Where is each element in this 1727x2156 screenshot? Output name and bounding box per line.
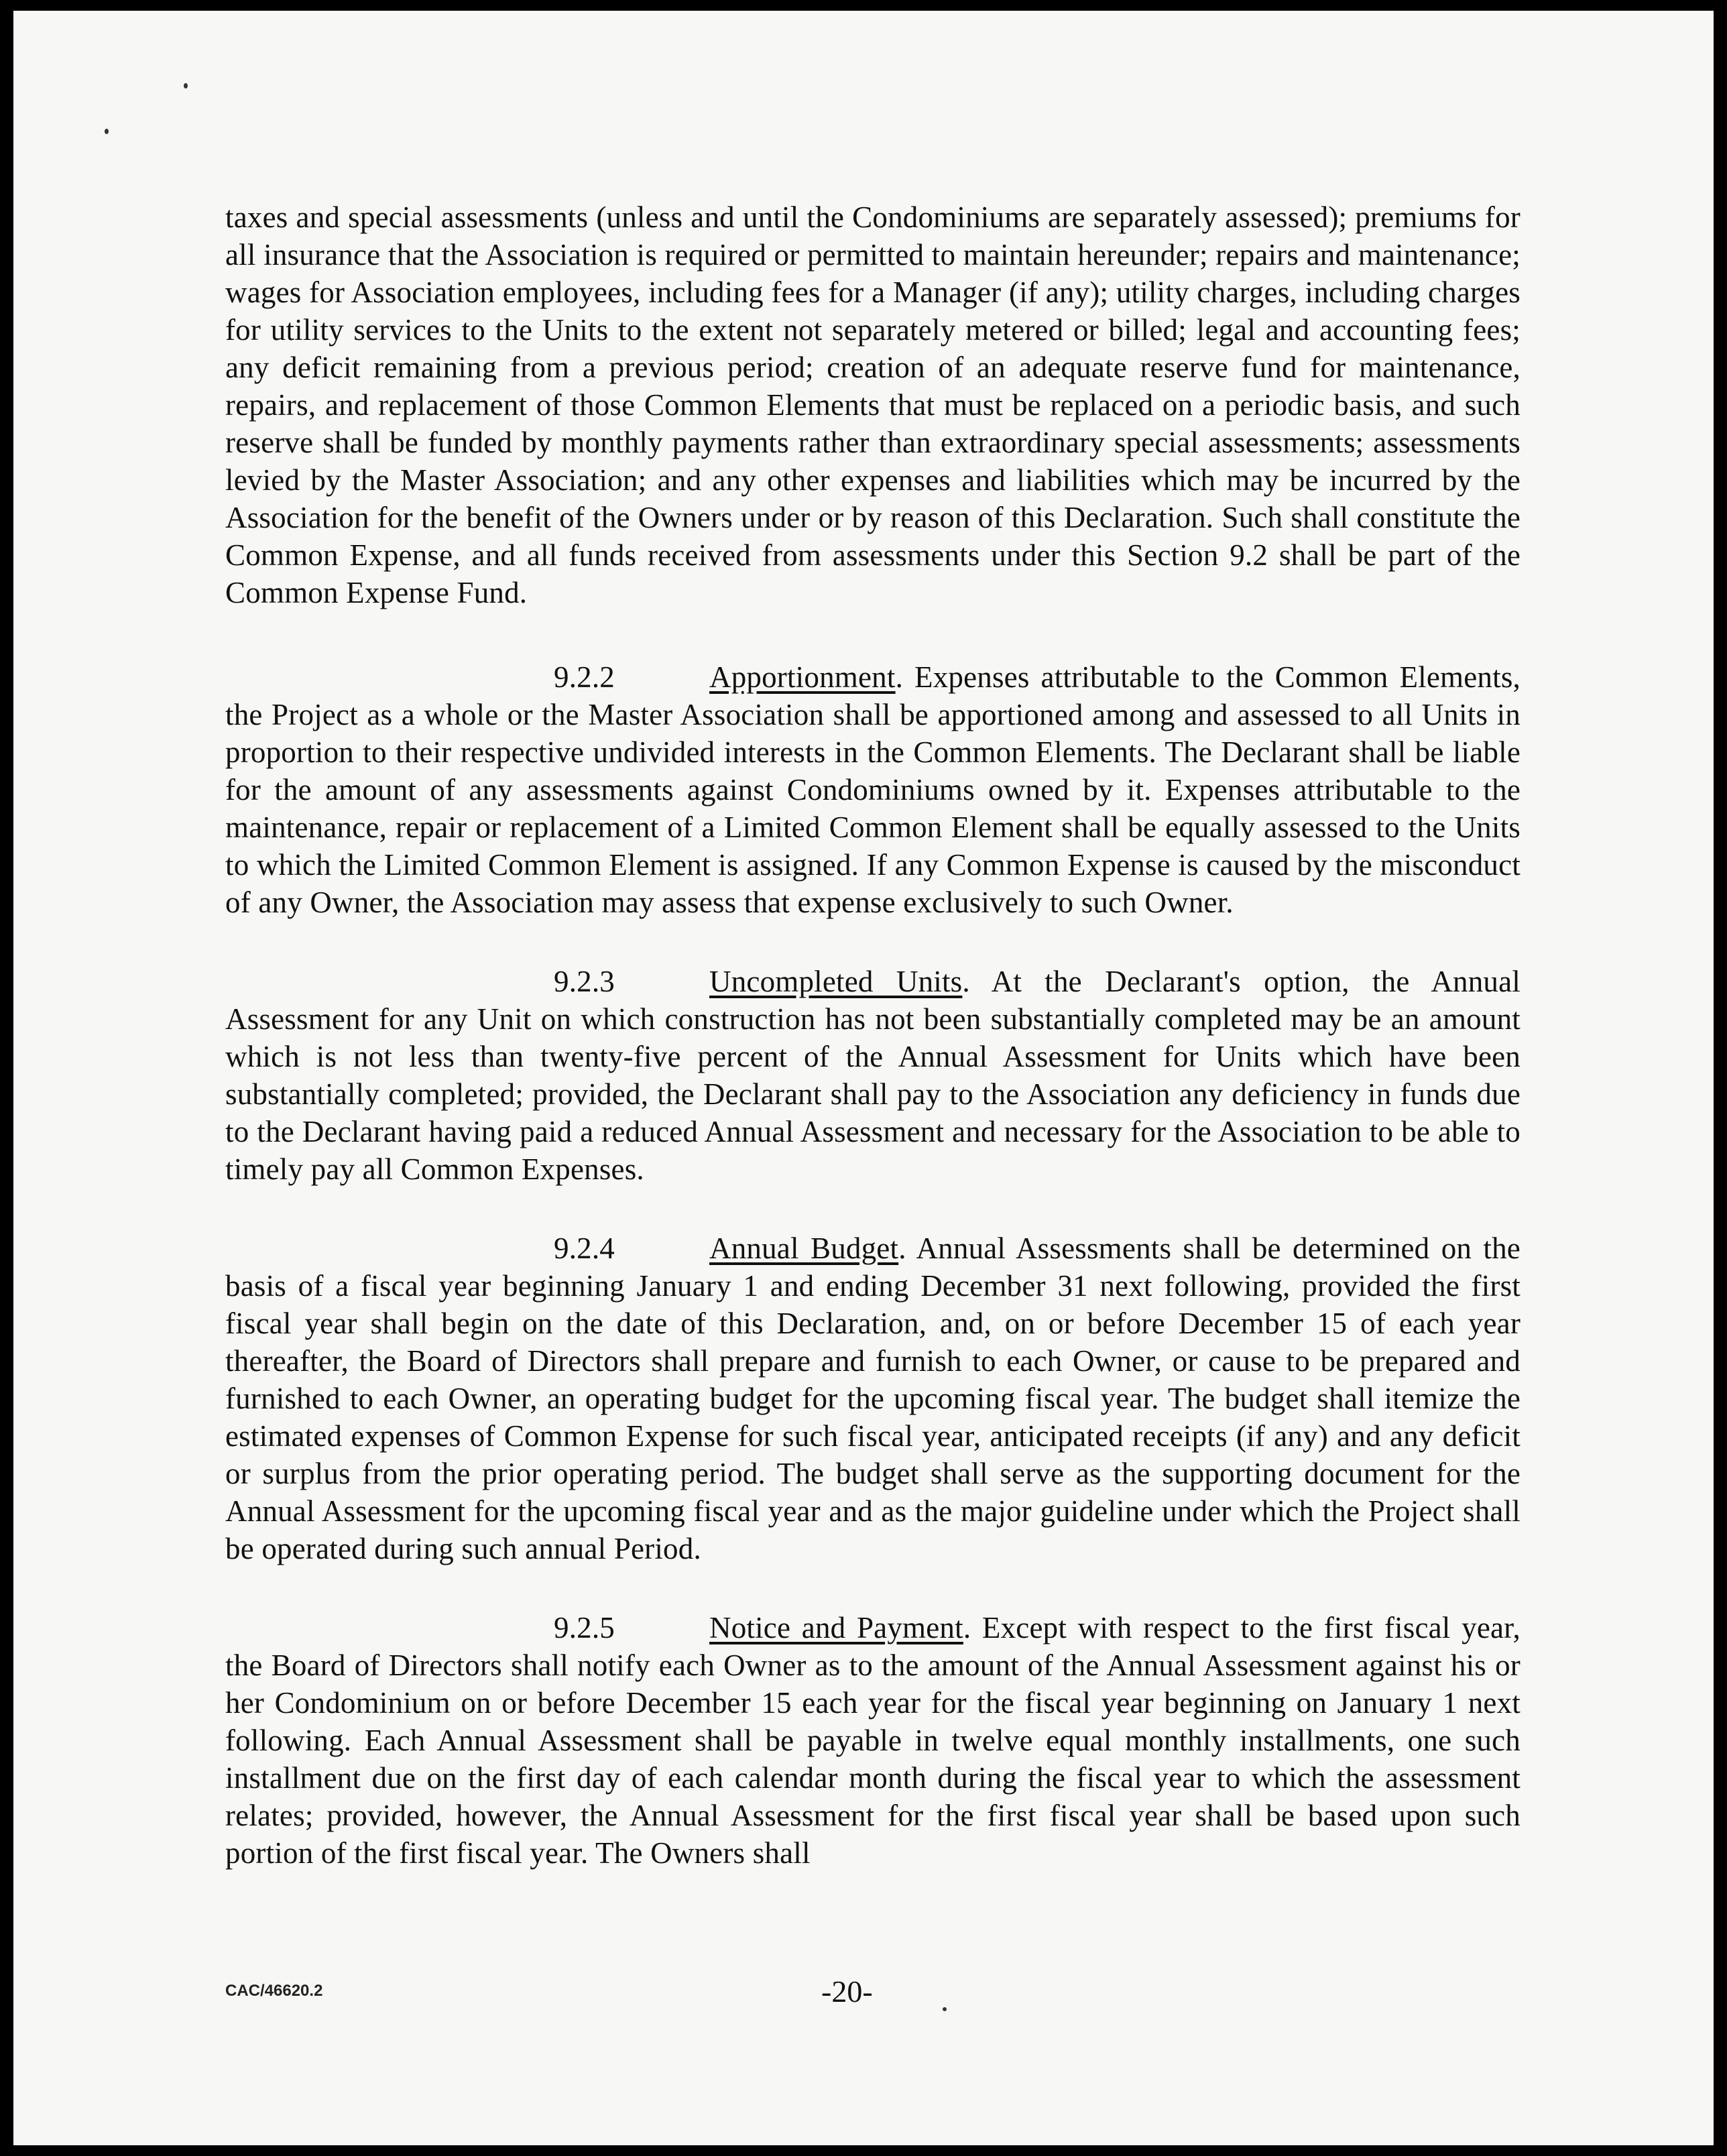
section-9-2-3 <box>225 963 1521 1188</box>
section-body: . At the Declarant's option, the Annual Assessment for any Unit on which construction has not been substantially completed may be an amount which is not less than twenty-five percent of the Annual Assessment for Units which have been substantially completed; provided, the Declarant shall pay to the Association any deficiency in funds due to the Declarant having paid a reduced Annual Assessment and necessary for the Association to be able to timely pay all Common Expenses. <box>225 965 1521 1186</box>
document-code: CAC/46620.2 <box>225 1982 323 2000</box>
scan-speck <box>105 129 109 134</box>
section-heading: Annual Budget <box>709 1232 899 1265</box>
section-heading: Apportionment <box>709 660 896 694</box>
section-heading: Uncompleted Units <box>709 965 963 998</box>
section-body: . Annual Assessments shall be determined on the basis of a fiscal year beginning January 1 and ending December 31 next following, provided the first fiscal year shall begin on the date of this Declaration, and, on or before December 15 of each year thereafter, the Board of Directors shall prepare and furnish to each Owner, or cause to be prepared and furnished to each Owner, an operating budget for the upcoming fiscal year. The budget shall itemize the estimated expenses of Common Expense for such fiscal year, anticipated receipts (if any) and any deficit or surplus from the prior operating period. The budget shall serve as the supporting document for the Annual Assessment for the upcoming fiscal year and as the major guideline under which the Project shall be operated during such annual Period. <box>225 1232 1521 1565</box>
section-number: 9.2.3 <box>554 965 615 998</box>
section-9-2-5 <box>225 1609 1521 1872</box>
section-9-2-2 <box>225 658 1521 921</box>
section-number: 9.2.2 <box>554 660 615 694</box>
page-number: -20- <box>821 1974 873 2009</box>
scan-speck <box>184 83 188 88</box>
section-9-2-4 <box>225 1230 1521 1567</box>
section-body: . Except with respect to the first fiscal year, the Board of Directors shall notify each Owner as to the amount of the Annual Assessment against his or her Condominium on or before December 15 each year for the fiscal year beginning on January 1 next following. Each Annual Assessment shall be payable in twelve equal monthly installments, one such installment due on the first day of each calendar month during the fiscal year to which the assessment relates; provided, however, the Annual Assessment for the first fiscal year shall be based upon such portion of the first fiscal year. The Owners shall <box>225 1611 1521 1870</box>
section-number: 9.2.4 <box>554 1232 615 1265</box>
section-number: 9.2.5 <box>554 1611 615 1644</box>
intro-paragraph: taxes and special assessments (unless and until the Condominiums are separately assessed); premiums for all insurance that the Association is required or permitted to maintain hereunder; repairs and maintenance; wages for Association employees, including fees for a Manager (if any); utility charges, including charges for utility services to the Units to the extent not separately metered or billed; legal and accounting fees; any deficit remaining from a previous period; creation of an adequate reserve fund for maintenance, repairs, and replacement of those Common Elements that must be replaced on a periodic basis, and such reserve shall be funded by monthly payments rather than extraordinary special assessments; assessments levied by the Master Association; and any other expenses and liabilities which may be incurred by the Association for the benefit of the Owners under or by reason of this Declaration. Such shall constitute the Common Expense, and all funds received from assessments under this Section 9.2 shall be part of the Common Expense Fund. <box>225 200 1521 609</box>
scan-speck <box>943 2007 947 2011</box>
section-body: . Expenses attributable to the Common Elements, the Project as a whole or the Master Association shall be apportioned among and assessed to all Units in proportion to their respective undivided interests in the Common Elements. The Declarant shall be liable for the amount of any assessments against Condominiums owned by it. Expenses attributable to the maintenance, repair or replacement of a Limited Common Element shall be equally assessed to the Units to which the Limited Common Element is assigned. If any Common Expense is caused by the misconduct of any Owner, the Association may assess that expense exclusively to such Owner. <box>225 660 1521 919</box>
section-heading: Notice and Payment <box>709 1611 963 1644</box>
document-page <box>13 11 1714 2145</box>
document-body <box>225 198 1521 1913</box>
